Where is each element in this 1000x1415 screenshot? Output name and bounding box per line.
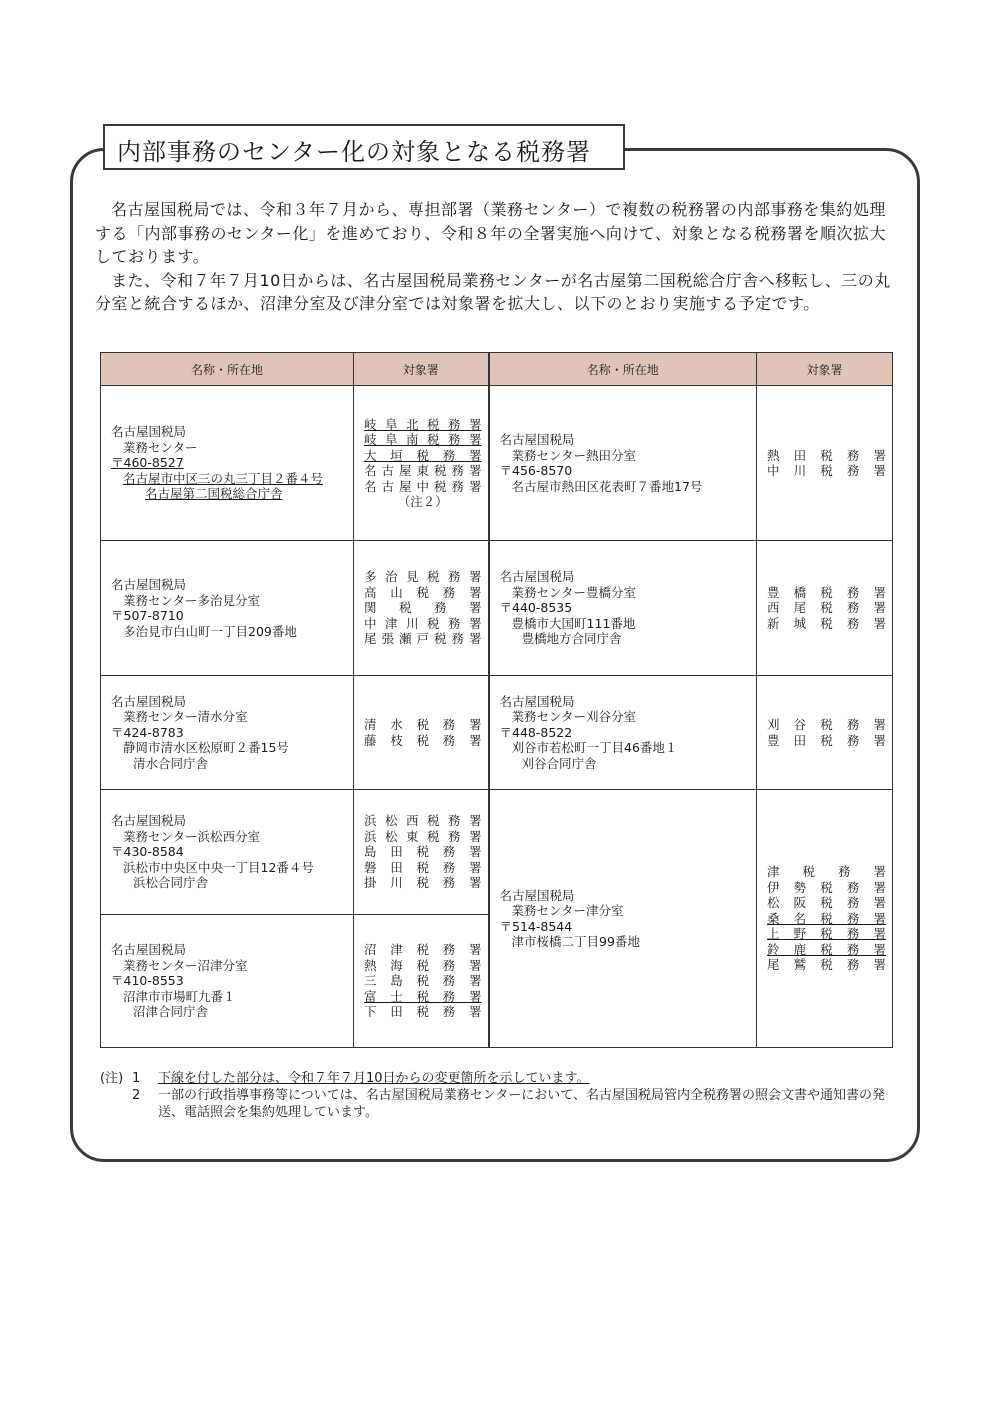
address-line: 業務センター多治見分室 (123, 592, 261, 608)
address-line: 名古屋国税局 (499, 887, 575, 903)
address-line: 名古屋国税局 (111, 693, 187, 709)
header-offices-right: 対象署 (757, 353, 893, 386)
office-name: 大垣税務署 (364, 447, 482, 463)
intro-paragraph-1: 名古屋国税局では、令和３年７月から、専担部署（業務センター）で複数の税務署の内部事務を集約処理する「内部事務のセンター化」を進めており、令和８年の全署実施へ向けて、対象となる税務署を順次拡大しております。 (95, 200, 887, 266)
office-name: 浜松東税務署 (364, 828, 482, 844)
address-line: 〒440-8535 (499, 600, 573, 616)
offices-cell (757, 790, 893, 1048)
address-line: 〒424-8783 (111, 724, 184, 740)
intro-text (95, 198, 895, 316)
office-name: 藤枝税務署 (364, 732, 482, 748)
office-name: 中津川税務署 (364, 615, 482, 631)
center-address-cell (101, 541, 354, 676)
address-line: 豊橋地方合同庁舎 (521, 631, 622, 647)
footnote-prefix: (注) (100, 1071, 124, 1086)
center-address-cell (489, 676, 757, 790)
table-row (101, 676, 893, 790)
office-name: 尾鷲税務署 (767, 957, 886, 973)
office-name: 島田税務署 (364, 844, 482, 860)
address-line: 〒456-8570 (499, 463, 573, 478)
address-line: 沼津合同庁舎 (133, 1004, 209, 1020)
table-header-row (101, 353, 893, 386)
table-row (101, 790, 893, 915)
address-line: 名古屋国税局 (111, 813, 187, 829)
address-line: 業務センター清水分室 (123, 709, 248, 725)
address-line: 刈谷市若松町一丁目46番地１ (511, 740, 678, 756)
header-location-right: 名称・所在地 (489, 353, 757, 386)
address-line: 名古屋国税局 (499, 693, 575, 709)
office-name: 関税務署 (364, 600, 482, 616)
office-name: 浜松西税務署 (364, 813, 482, 829)
office-name: 松阪税務署 (767, 895, 886, 911)
office-name: 熱田税務署 (767, 447, 886, 463)
address-line: 業務センター熱田分室 (511, 447, 637, 463)
office-name: 磐田税務署 (364, 859, 482, 875)
address-line: 名古屋市中区三の丸三丁目２番４号 (123, 470, 324, 486)
offices-cell (757, 676, 893, 790)
offices-cell (757, 541, 893, 676)
intro-paragraph-2: また、令和７年７月10日からは、名古屋国税局業務センターが名古屋第二国税総合庁舎へ移転し、三の丸分室と統合するほか、沼津分室及び津分室では対象署を拡大し、以下のとおり実施する予定です。 (95, 270, 891, 313)
office-name: 岐阜南税務署 (364, 432, 482, 447)
office-name: 刈谷税務署 (767, 717, 886, 732)
address-line: 業務センター沼津分室 (123, 957, 248, 973)
offices-cell (354, 915, 489, 1048)
footnote-text: 一部の行政指導事務等については、名古屋国税局業務センターにおいて、名古屋国税局管内全税務署の照会文書や通知書の発送、電話照会を集約処理しています。 (158, 1088, 885, 1120)
footnote-number: 1 (132, 1071, 141, 1086)
center-address-cell (489, 541, 757, 676)
office-name: 掛川税務署 (364, 875, 482, 891)
address-line: 名古屋国税局 (111, 424, 187, 440)
address-line: 浜松市中央区中央一丁目12番４号 (123, 859, 314, 875)
address-line: 豊橋市大国町111番地 (511, 615, 636, 631)
section-title: 内部事務のセンター化の対象となる税務署 (103, 124, 625, 170)
address-line: 刈谷合同庁舎 (521, 755, 597, 771)
address-line: 多治見市白山町一丁目209番地 (123, 623, 297, 639)
address-line: 業務センター津分室 (511, 903, 624, 918)
office-name: 名古屋中税務署 (364, 478, 482, 494)
footnote-1 (100, 1070, 900, 1087)
address-line: 〒507-8710 (111, 608, 184, 623)
office-name: 伊勢税務署 (767, 879, 886, 895)
address-line: 〒410-8553 (111, 973, 184, 989)
offices-cell (354, 386, 489, 541)
offices-cell (354, 676, 489, 790)
address-line: 静岡市清水区松原町２番15号 (123, 740, 289, 756)
office-name: 清水税務署 (364, 717, 482, 732)
office-name: 高山税務署 (364, 584, 482, 600)
address-line: 〒460-8527 (111, 455, 184, 471)
header-location-left: 名称・所在地 (101, 353, 354, 386)
table-row (101, 386, 893, 541)
center-address-cell (489, 386, 757, 541)
office-name: 西尾税務署 (767, 600, 886, 616)
table-row (101, 541, 893, 676)
target-offices-table (100, 352, 893, 1048)
office-name: 熱海税務署 (364, 957, 482, 973)
address-line: 〒430-8584 (111, 844, 184, 860)
address-line: 業務センター浜松西分室 (123, 828, 261, 844)
footnote-text: 下線を付した部分は、令和７年７月10日からの変更箇所を示しています。 (158, 1071, 590, 1086)
address-line: 浜松合同庁舎 (133, 875, 209, 891)
center-address-cell (101, 915, 354, 1048)
footnote-2 (100, 1087, 900, 1121)
address-line: 名古屋市熱田区花表町７番地17号 (511, 478, 703, 494)
office-name: 下田税務署 (364, 1004, 482, 1020)
office-name: 尾張瀬戸税務署 (364, 631, 482, 647)
address-line: 業務センター (123, 439, 198, 455)
center-address-cell (101, 676, 354, 790)
office-name: 沼津税務署 (364, 942, 482, 958)
address-line: 名古屋第二国税総合庁舎 (145, 486, 283, 502)
address-line: 名古屋国税局 (499, 432, 575, 447)
office-note: （注２） (397, 494, 448, 509)
address-line: 業務センター豊橋分室 (511, 584, 637, 600)
office-name: 桑名税務署 (767, 910, 886, 926)
address-line: 清水合同庁舎 (133, 755, 209, 771)
address-line: 名古屋国税局 (499, 569, 575, 585)
office-name: 津税務署 (767, 864, 886, 880)
address-line: 業務センター刈谷分室 (511, 709, 637, 725)
office-name: 中川税務署 (767, 463, 886, 478)
address-line: 沼津市市場町九番１ (123, 988, 236, 1004)
office-name: 豊田税務署 (767, 732, 886, 748)
center-address-cell (101, 790, 354, 915)
address-line: 〒514-8544 (499, 918, 573, 934)
offices-cell (354, 541, 489, 676)
offices-cell (354, 790, 489, 915)
office-name: 岐阜北税務署 (364, 416, 482, 432)
office-name: 三島税務署 (364, 973, 482, 989)
office-name: 豊橋税務署 (767, 584, 886, 600)
offices-cell (757, 386, 893, 541)
header-offices-left: 対象署 (354, 353, 489, 386)
address-line: 〒448-8522 (499, 724, 573, 740)
footnote-number: 2 (132, 1088, 141, 1103)
address-line: 名古屋国税局 (111, 577, 187, 592)
office-name: 多治見税務署 (364, 569, 482, 585)
address-line: 津市桜橋二丁目99番地 (511, 934, 640, 949)
office-name: 富士税務署 (364, 988, 482, 1004)
office-name: 鈴鹿税務署 (767, 941, 886, 957)
office-name: 上野税務署 (767, 926, 886, 942)
address-line: 名古屋国税局 (111, 942, 187, 958)
office-name: 名古屋東税務署 (364, 463, 482, 478)
footnotes (100, 1070, 900, 1121)
center-address-cell (489, 790, 757, 1048)
center-address-cell (101, 386, 354, 541)
office-name: 新城税務署 (767, 615, 886, 631)
